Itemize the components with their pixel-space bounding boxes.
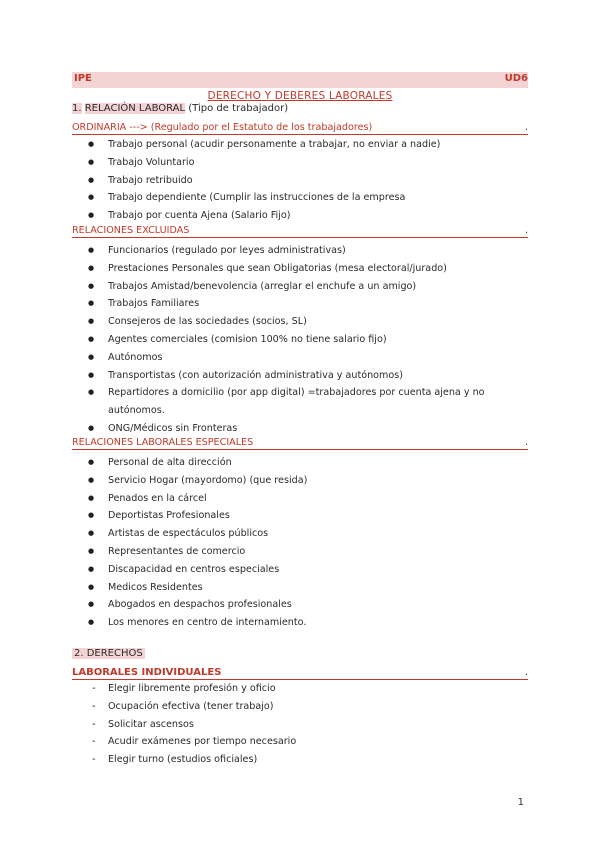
list-item: ● Deportistas Profesionales [0, 507, 508, 525]
list-item: ● Trabajo por cuenta Ajena (Salario Fijo) [0, 207, 508, 225]
excluidas-label: RELACIONES EXCLUIDAS [72, 225, 190, 236]
section-1-number: 1. [72, 103, 82, 114]
header-band [72, 72, 528, 88]
list-item: - Acudir exámenes por tiempo necesario [0, 733, 528, 751]
list-item: ● Autónomos [0, 349, 508, 367]
list-item: - Solicitar ascensos [0, 716, 528, 734]
list-item: ● Consejeros de las sociedades (socios, SL) [0, 313, 508, 331]
especiales-list [0, 454, 508, 632]
line-end-dot: . [524, 437, 528, 448]
line-end-dot: . [524, 122, 528, 133]
document-title: DERECHO Y DEBERES LABORALES [207, 90, 393, 102]
list-item: ● Trabajos Amistad/benevolencia (arreglar el enchufe a un amigo) [0, 278, 508, 296]
list-item: ● Penados en la cárcel [0, 490, 508, 508]
list-item: - Elegir libremente profesión y oficio [0, 680, 528, 698]
section-2-subheading [72, 666, 528, 680]
list-item: ● Transportistas (con autorización administrativa y autónomos) [0, 367, 508, 385]
list-item: ● Trabajo retribuido [0, 172, 508, 190]
list-item: ● Trabajo personal (acudir personamente a trabajar, no enviar a nadie) [0, 136, 508, 154]
excluidas-heading [72, 225, 528, 238]
especiales-label: RELACIONES LABORALES ESPECIALES [72, 437, 254, 448]
list-item: ● Medicos Residentes [0, 579, 508, 597]
header-left: IPE [74, 73, 92, 84]
list-item: ● ONG/Médicos sin Fronteras [0, 420, 508, 438]
header-right: UD6 [504, 73, 528, 84]
list-item: ● Personal de alta dirección [0, 454, 508, 472]
ordinaria-list [0, 136, 508, 225]
list-item: ● Trabajos Familiares [0, 295, 508, 313]
list-item: ● Agentes comerciales (comision 100% no tiene salario fijo) [0, 331, 508, 349]
list-item: ● Artistas de espectáculos públicos [0, 525, 508, 543]
line-end-dot: . [524, 225, 528, 236]
list-item: ● Servicio Hogar (mayordomo) (que resida) [0, 472, 508, 490]
list-item: ● Abogados en despachos profesionales [0, 596, 508, 614]
especiales-heading [72, 437, 528, 450]
derechos-list [0, 680, 528, 769]
list-item: ● Prestaciones Personales que sean Obligatorias (mesa electoral/jurado) [0, 260, 508, 278]
list-item: ● Representantes de comercio [0, 543, 508, 561]
ordinaria-label: ORDINARIA ---> (Regulado por el Estatuto de los trabajadores) [72, 122, 373, 133]
list-item: ● Discapacidad en centros especiales [0, 561, 508, 579]
page-number: 1 [517, 797, 524, 808]
section-1-note: (Tipo de trabajador) [188, 103, 289, 114]
excluidas-list [0, 242, 508, 438]
section-2-sub-label: LABORALES INDIVIDUALES [72, 667, 222, 678]
list-item: ● Repartidores a domicilio (por app digital) =trabajadores por cuenta ajena y no autónomos. [0, 384, 508, 420]
section-2-heading: 2. DERECHOS [74, 648, 143, 659]
list-item: - Ocupación efectiva (tener trabajo) [0, 698, 528, 716]
list-item: - Elegir turno (estudios oficiales) [0, 751, 528, 769]
section-1-title: RELACIÓN LABORAL [84, 103, 186, 114]
line-end-dot: . [524, 667, 528, 678]
list-item: ● Trabajo Voluntario [0, 154, 508, 172]
list-item: ● Trabajo dependiente (Cumplir las instrucciones de la empresa [0, 189, 508, 207]
list-item: ● Los menores en centro de internamiento. [0, 614, 508, 632]
ordinaria-heading [72, 122, 528, 135]
section-1-heading [72, 103, 288, 114]
list-item: ● Funcionarios (regulado por leyes administrativas) [0, 242, 508, 260]
